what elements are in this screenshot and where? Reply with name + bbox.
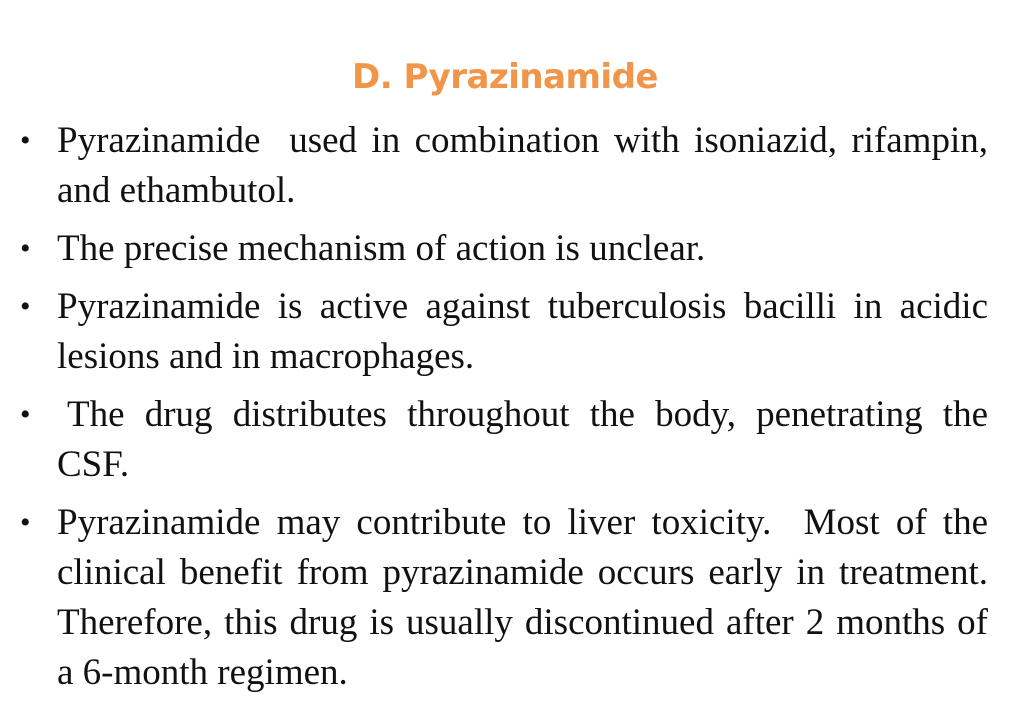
bullet-text: Pyrazinamide is active against tuberculosis bacilli in acidic lesions and in macrophages. <box>57 286 988 377</box>
bullet-list <box>20 116 998 706</box>
bullet-text: The drug distributes throughout the body, penetrating the CSF. <box>57 394 988 485</box>
bullet-item <box>20 116 998 216</box>
bullet-text: The precise mechanism of action is unclear. <box>57 228 706 269</box>
bullet-item <box>20 498 998 698</box>
slide-title: D. Pyrazinamide <box>352 57 658 97</box>
bullet-glyph: • <box>20 398 31 431</box>
bullet-glyph: • <box>20 506 31 539</box>
bullet-text: Pyrazinamide used in combination with isoniazid, rifampin, and ethambutol. <box>57 120 998 211</box>
bullet-text: Pyrazinamide may contribute to liver toxicity. Most of the clinical benefit from pyrazinamide occurs early in treatment. Therefore, this drug is usually discontinued after 2 months of a 6-month regimen. <box>57 502 998 693</box>
bullet-glyph: • <box>20 232 31 265</box>
bullet-glyph: • <box>20 290 31 323</box>
bullet-item <box>20 224 988 274</box>
bullet-glyph: • <box>20 124 31 157</box>
bullet-item <box>20 282 988 382</box>
bullet-item <box>20 390 988 490</box>
